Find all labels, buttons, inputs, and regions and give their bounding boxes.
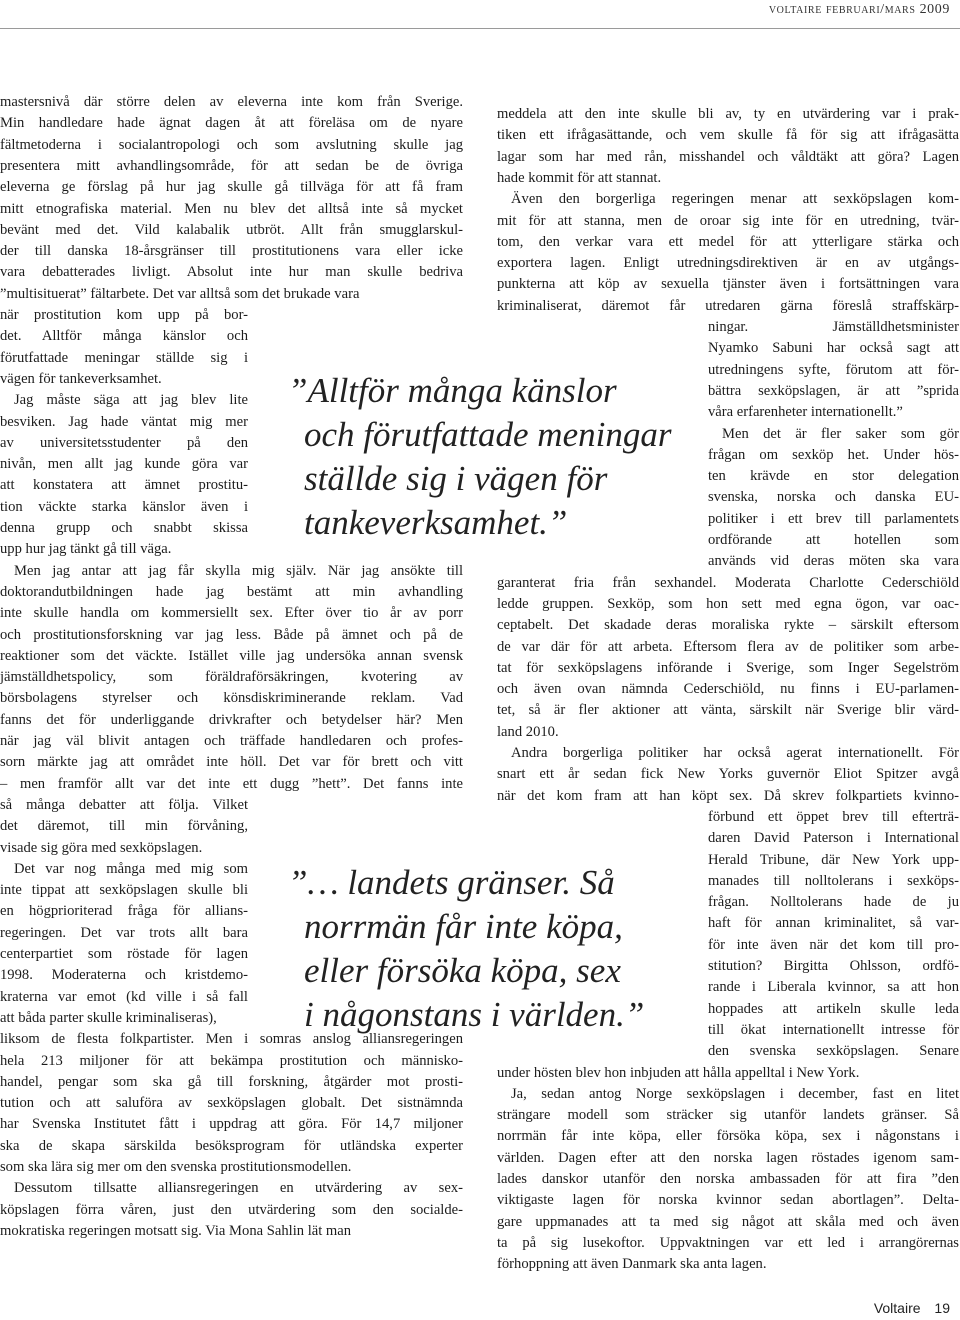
- text-line: garanterat fria från sexhandel. Moderata Charlotte Cederschiöld: [497, 574, 959, 591]
- footer-magazine-name: Voltaire: [873, 1300, 921, 1316]
- pull-quote-line: ”… landets gränser. Så: [288, 863, 615, 902]
- text-line: rande i Liberala kvinnor, sa att hon: [708, 979, 959, 996]
- text-line: tiken ett ifrågasättande, och vem skulle få för sig att ifrågasätta: [497, 127, 959, 144]
- text-line: när det kom fram att han köpt sex. Då skrev folkpartiets kvinno-: [497, 787, 959, 804]
- text-line: doktorandutbildningen hade jag bestämt att min avhandling: [0, 583, 463, 600]
- pull-quote-line: i någonstans i världen.”: [304, 995, 645, 1034]
- text-line: tat för sexköpslagens införande i Sverige, som Inger Segelström: [497, 659, 959, 676]
- text-line: tom, den verkar vara ett medel för att ytterligare stärka och: [497, 233, 959, 250]
- text-line: gare uppmanades att ta med sig något att skåla med och även: [497, 1213, 959, 1230]
- text-line: snart ett år sedan fick New Yorks guvernör Eliot Spitzer avgå: [497, 766, 959, 783]
- pull-quote-line: eller försöka köpa, sex: [304, 951, 621, 990]
- pull-quote-line: och förutfattade meningar: [304, 415, 672, 454]
- text-line: fanns det för underliggande drivkrafter och betydelser här? Men: [0, 711, 463, 728]
- text-line: liksom de flesta folkpartister. Men i somras anslog alliansregeringen: [0, 1031, 463, 1048]
- text-line: det däremot, till min förvåning,: [0, 818, 248, 835]
- text-line: av universitetsstudenter på den: [0, 434, 248, 451]
- text-line: kriminaliserat, däremot får utredaren gärna föreslå straffskärp-: [497, 297, 959, 314]
- header-rule: [0, 28, 960, 29]
- text-line: bättra sexköpslagen, är att ”sprida: [708, 382, 959, 399]
- text-line: norrmän får inte köpa, eller försöka köpa, sex i någonstans i: [497, 1128, 959, 1145]
- text-line: manades till nolltolerans i sexköps-: [708, 872, 959, 889]
- pull-quote-line: ”Alltför många känslor: [288, 371, 617, 410]
- text-line: världen. Dagen efter att den norska lagen röstades igenom sam-: [497, 1149, 959, 1166]
- text-line: under hösten blev hon inbjuden att hålla appelltal i New York.: [497, 1064, 860, 1081]
- text-line: regeringen. Det var trots allt bara: [0, 924, 248, 941]
- pull-quote-line: ställde sig i vägen för: [304, 459, 608, 498]
- pull-quote-line: tankeverksamhet.”: [304, 503, 568, 542]
- text-line: så många debatter att följa. Vilket: [0, 796, 248, 813]
- text-line: strängare modell som sträcker sig utanför landets gränser. Så: [497, 1107, 959, 1124]
- text-line: Herald Tribune, där New York upp-: [708, 851, 959, 868]
- text-line: tion väckte starka känslor även i: [0, 498, 248, 515]
- text-line: en högprioriterad fråga för allians-: [0, 903, 248, 920]
- text-line: 1998. Moderaterna och kristdemo-: [0, 967, 248, 984]
- text-line: Jag måste säga att jag blev lite: [14, 392, 248, 409]
- text-line: och även ovan nämnda Cederschiöld, nu finns i EU-parlamen-: [497, 681, 959, 698]
- page-number: 19: [934, 1300, 950, 1316]
- text-line: hoppades att artikeln skulle leda: [708, 1000, 959, 1017]
- text-line: lagar som har med rån, misshandel och våldtäkt att göra? Lagen: [497, 148, 959, 165]
- text-line: politiker i ett brev till parlamentets: [708, 510, 959, 527]
- text-line: hade kommit för att stannat.: [497, 169, 662, 186]
- text-line: har Svenska Institutet fått i uppdrag att göra. För 14,7 miljoner: [0, 1116, 463, 1133]
- text-line: land 2010.: [497, 723, 559, 740]
- text-line: för inte även när det kom till pro-: [708, 936, 959, 953]
- text-line: presentera mitt avhandlingsområde, för att sedan be de övriga: [0, 157, 463, 174]
- text-line: frågan. Nolltolerans hade de ju: [708, 894, 959, 911]
- text-line: punkterna att köp av sexuella tjänster även i fortsättningen vara: [497, 276, 959, 293]
- text-line: denna grupp och snabbt skissa: [0, 520, 248, 536]
- text-line: reaktioner som det väckte. Istället ville jag undersöka annan svensk: [0, 647, 463, 664]
- text-line: jämställdhetspolicy, som föräldraförsäkringen, kvotering av: [0, 669, 463, 686]
- text-line: vara debatterades livligt. Absolut inte hur man skulle bedriva: [0, 264, 463, 281]
- text-line: bevänt med det. Vild kalabalik utbröt. Allt från smugglarskul-: [0, 221, 463, 238]
- text-line: utredningens syfte, förutom att för-: [708, 361, 959, 378]
- text-line: mitt etnografiska material. Men nu blev det alltså inte så mycket: [0, 200, 463, 217]
- text-line: daren David Paterson i International: [708, 830, 959, 847]
- text-line: används vid deras möten ska vara: [708, 553, 959, 570]
- text-line: Men det är fler saker som gör: [722, 425, 959, 442]
- text-line: mastersnivå där större delen av eleverna inte kom från Sverige.: [0, 94, 463, 110]
- text-line: upp hur jag tänkt gå till väga.: [0, 541, 172, 558]
- text-line: haft för annan kriminalitet, så var-: [708, 915, 959, 932]
- text-line: – men framför allt var det inte ett dugg ”hett”. Det fanns inte: [0, 775, 463, 792]
- text-line: Andra borgerliga politiker har också agerat internationellt. För: [511, 745, 959, 761]
- text-line: att båda parter skulle kriminaliseras),: [0, 1009, 217, 1026]
- text-line: ceptabelt. Det skadade deras moraliska rykte – särskilt eftersom: [497, 617, 959, 634]
- text-line: centerpartiet som röstade för lagen: [0, 946, 248, 962]
- text-line: våra erfarenheter internationellt.”: [708, 404, 903, 421]
- text-line: meddela att den inte skulle bli av, ty en utvärdering var i prak-: [497, 106, 959, 122]
- running-head: voltaire februari/mars 2009: [768, 2, 950, 17]
- text-line: frågan om sexköp het. Under hös-: [708, 446, 959, 463]
- text-line: och prostitutionsforskning var jag less. Både på ämnet och på de: [0, 626, 463, 643]
- text-line: Ja, sedan antog Norge sexköpslagen i december, fast en litet: [511, 1085, 959, 1102]
- text-line: Men jag antar att jag får skylla mig själv. När jag ansökte till: [14, 562, 463, 579]
- text-line: när prostitution kom upp på bor-: [0, 307, 248, 323]
- text-line: handel, pengar som ska gå till forskning, åtgärder mot prosti-: [0, 1073, 463, 1090]
- text-line: förbund ett öppet brev till efterträ-: [708, 808, 959, 825]
- text-line: till ökat internationellt intresse för: [708, 1021, 959, 1038]
- text-line: eleverna ge förslag på hur jag skulle gå tillväga för att få fram: [0, 179, 463, 196]
- text-line: förutfattade meningar ställde sig i: [0, 349, 248, 366]
- text-line: köpslagen förra våren, just den utvärdering som den socialde-: [0, 1201, 463, 1218]
- text-line: tution och att saluföra av sexköpslagen globalt. Det sistnämnda: [0, 1095, 463, 1112]
- text-line: ningar. Jämställdhetsminister: [708, 319, 959, 335]
- text-line: de var där för att arbeta. Eftersom flera av de politiker som arbe-: [497, 638, 959, 655]
- text-line: stitution? Birgitta Ohlsson, ordfö-: [708, 958, 959, 974]
- text-line: det. Alltför många känslor och: [0, 328, 248, 345]
- page-footer: [874, 1300, 950, 1316]
- text-line: inte skulle handla om kommersiellt sex. Efter över tio år av porr: [0, 605, 463, 622]
- text-line: ta på sig lusekoftor. Uppvaktningen var ett led i arrangörernas: [497, 1234, 959, 1251]
- text-line: Nyamko Sabuni har också sagt att: [708, 340, 959, 357]
- text-line: mokratiska regeringen motsatt sig. Via Mona Sahlin lät man: [0, 1222, 352, 1239]
- text-line: att konstatera att ämnet prostitu-: [0, 477, 248, 494]
- text-line: inte tippat att sexköpslagen skulle bli: [0, 882, 248, 899]
- text-line: ten krävde en stor delegation: [708, 468, 959, 485]
- text-line: exportera lagen. Enligt utredningsdirektiven är en av utgångs-: [497, 255, 959, 272]
- text-line: visade sig göra med sexköpslagen.: [0, 839, 203, 856]
- text-line: der till danska 18-årsgränser till prostitutionens vara eller icke: [0, 243, 463, 260]
- text-line: börsbolagens styrelser och könsdiskriminerande reklam. Vad: [0, 690, 463, 707]
- text-line: Det var nog många med mig som: [14, 860, 248, 877]
- text-line: vägen för tankeverksamhet.: [0, 370, 162, 387]
- text-line: när jag väl blivit antagen och träffade handledaren och profes-: [0, 733, 463, 749]
- text-line: ska de skapa särskilda besöksprogram för utländska experter: [0, 1137, 463, 1154]
- text-line: Dessutom tillsatte alliansregeringen en utvärdering av sex-: [14, 1180, 463, 1197]
- text-line: som ska lära sig mer om den svenska prostitutionsmodellen.: [0, 1159, 352, 1175]
- text-line: mit för att stanna, men de oroar sig inte för en utredning, tvär-: [497, 212, 959, 229]
- text-line: lades danskor utanför den norska ambassaden för att fira ”den: [497, 1171, 959, 1187]
- text-line: svenska, norska och danska EU-: [708, 489, 959, 506]
- text-line: besviken. Jag hade väntat mig mer: [0, 413, 248, 430]
- text-line: fältmetoderna i socialantropologi och som avslutning skulle jag: [0, 136, 463, 153]
- text-line: sorn märkte jag att området inte höll. Det var för brett och vitt: [0, 754, 463, 771]
- text-line: kraterna var emot (kd ville i så fall: [0, 988, 248, 1005]
- text-line: nivån, men allt jag kunde göra var: [0, 456, 248, 473]
- text-line: tet, så är fler aktioner att vänta, särskilt när Sverige blir värd-: [497, 702, 959, 719]
- text-line: hela 213 miljoner för att bekämpa prostitution och människo-: [0, 1052, 463, 1069]
- pull-quote-line: norrmän får inte köpa,: [304, 907, 623, 946]
- text-line: Även den borgerliga regeringen menar att sexköpslagen kom-: [511, 191, 959, 208]
- text-line: den svenska sexköpslagen. Senare: [708, 1043, 959, 1060]
- text-line: ordförande att hotellen som: [708, 532, 959, 548]
- text-line: ”multisituerat” fältarbete. Det var alltså som det brukade vara: [0, 285, 360, 302]
- text-line: ledde gruppen. Sexköp, som hon sett med egna ögon, var oac-: [497, 595, 959, 612]
- text-line: viktigaste lagen för norska kvinnor sedan abortlagen”. Delta-: [497, 1192, 959, 1209]
- text-line: Min handledare hade ägnat dagen åt att föreläsa om de nyare: [0, 115, 463, 132]
- text-line: förhoppning att även Danmark ska anta lagen.: [497, 1256, 767, 1273]
